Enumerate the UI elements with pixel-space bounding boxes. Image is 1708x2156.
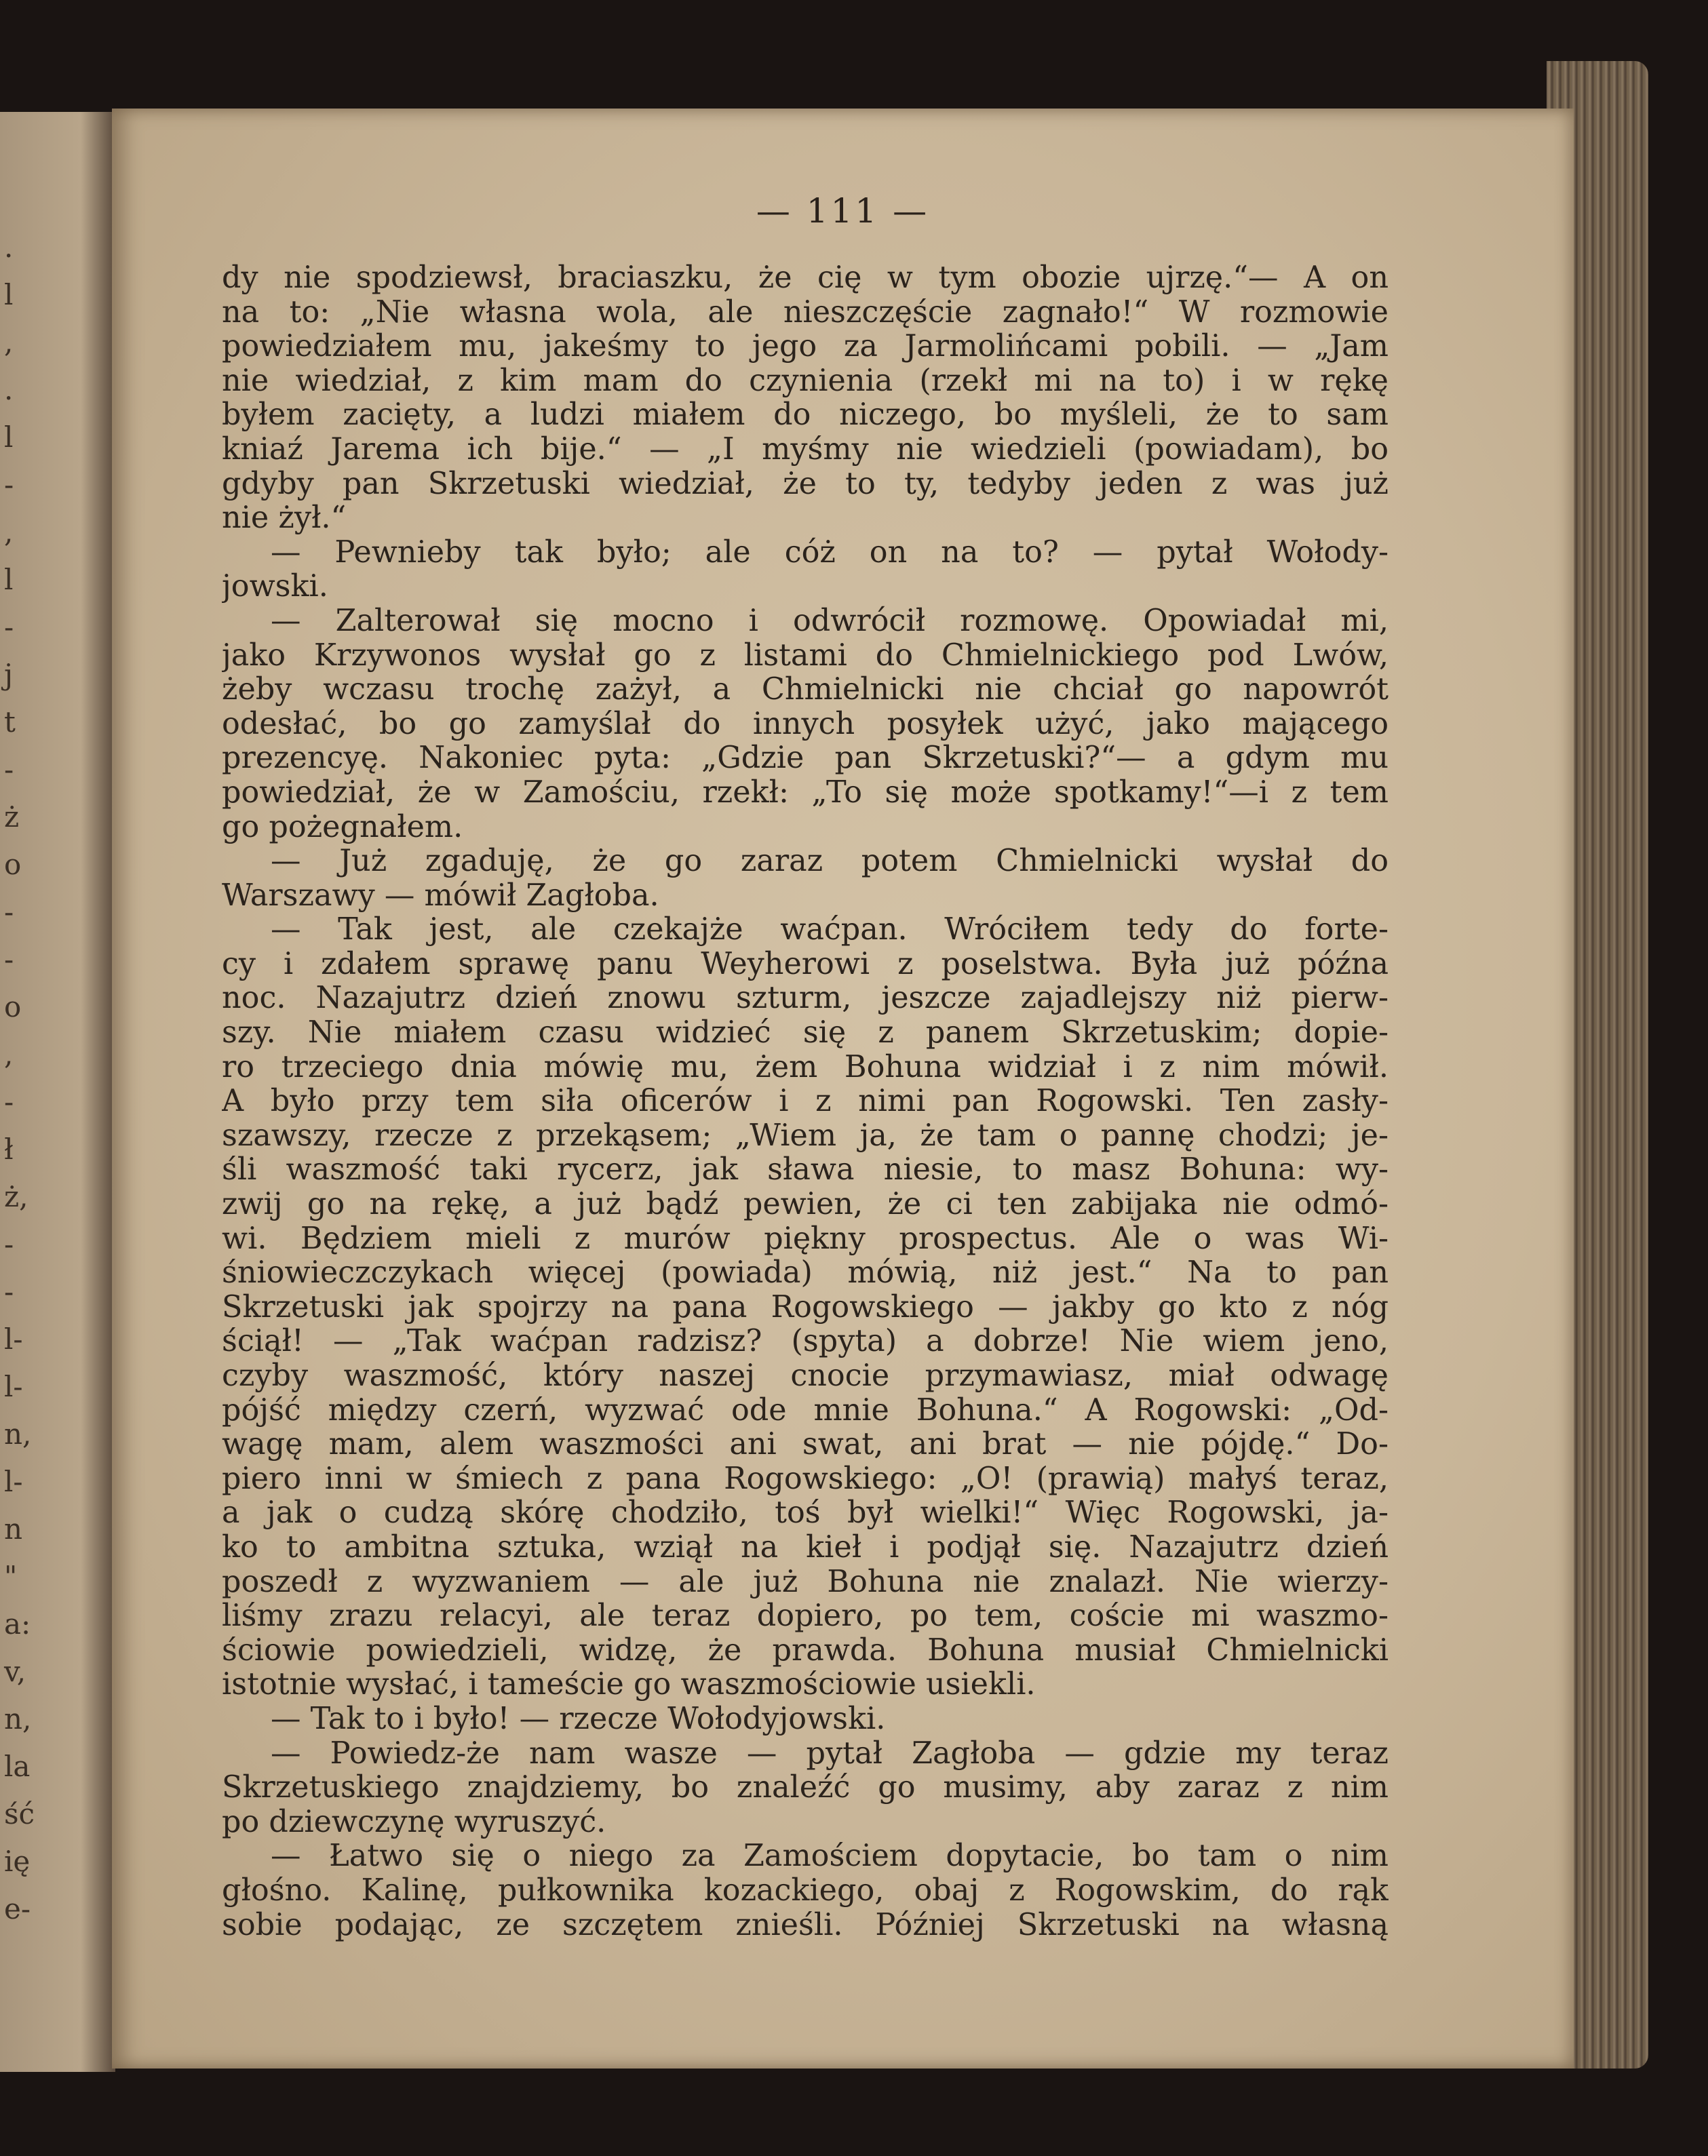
text-line: szy. Nie miałem czasu widzieć się z panem Skrzetuskim; dopie- [222, 1016, 1389, 1051]
prev-page-fragment: - [4, 1228, 14, 1261]
text-line: powiedziałem mu, jakeśmy to jego za Jarmolińcami pobili. — „Jam [222, 330, 1389, 364]
prev-page-fragment: t [4, 705, 16, 739]
text-line: na to: „Nie własna wola, ale nieszczęście zagnało!“ W rozmowie [222, 295, 1389, 330]
prev-page-fragment: ł [4, 1133, 14, 1166]
prev-page-fragment: - [4, 610, 14, 644]
prev-page-fragment: la [4, 1750, 31, 1783]
text-line: liśmy zrazu relacyi, ale teraz dopiero, po tem, coście mi waszmo- [222, 1599, 1389, 1634]
text-line: poszedł z wyzwaniem — ale już Bohuna nie znalazł. Nie wierzy- [222, 1565, 1389, 1599]
prev-page-fragment: - [4, 753, 14, 786]
page-number: — 111 — [756, 191, 930, 231]
text-line: a jak o cudzą skórę chodziło, toś był wielki!“ Więc Rogowski, ja- [222, 1496, 1389, 1531]
text-line: ro trzeciego dnia mówię mu, żem Bohuna widział i z nim mówił. [222, 1050, 1389, 1084]
text-line: — Tak to i było! — rzecze Wołodyjowski. [271, 1702, 886, 1736]
text-line: czyby waszmość, który naszej cnocie przymawiasz, miał odwagę [222, 1359, 1389, 1393]
text-line: zwij go na rękę, a już bądź pewien, że ci ten zabijaka nie odmó- [222, 1188, 1389, 1222]
text-line: A było przy tem siła oficerów i z nimi pan Rogowski. Ten zasły- [222, 1084, 1389, 1119]
prev-page-fragment: - [4, 895, 14, 928]
text-line: byłem zacięty, a ludzi miałem do niczego, bo myśleli, że to sam [222, 398, 1389, 433]
text-line: jowski. [222, 570, 328, 604]
prev-page-fragment: , [4, 1038, 14, 1071]
prev-page-fragment: l [4, 278, 14, 311]
text-line: ko to ambitna sztuka, wziął na kieł i podjął się. Nazajutrz dzień [222, 1530, 1389, 1565]
prev-page-fragment: e- [4, 1892, 31, 1925]
page-text [222, 261, 1389, 1942]
text-line: śniowieczczykach więcej (powiada) mówią, niż jest.“ Na to pan [222, 1256, 1389, 1291]
text-line: go pożegnałem. [222, 810, 463, 844]
text-line: — Pewnieby tak było; ale cóż on na to? — pytał Wołody- [271, 535, 1389, 570]
previous-page-edge [0, 112, 115, 2072]
text-line: dy nie spodziewsł, braciaszku, że cię w tym obozie ujrzę.“— A on [222, 261, 1389, 295]
text-line: gdyby pan Skrzetuski wiedział, że to ty, tedyby jeden z was już [222, 467, 1389, 501]
text-line: sobie podając, ze szczętem znieśli. Później Skrzetuski na własną [222, 1908, 1389, 1942]
text-line: powiedział, że w Zamościu, rzekł: „To się może spotkamy!“—i z tem [222, 775, 1389, 810]
text-line: kniaź Jarema ich bije.“ — „I myśmy nie wiedzieli (powiadam), bo [222, 432, 1389, 467]
text-line: jako Krzywonos wysłał go z listami do Chmielnickiego pod Lwów, [222, 638, 1389, 673]
text-line: — Już zgaduję, że go zaraz potem Chmielnicki wysłał do [271, 844, 1389, 879]
text-line: piero inni w śmiech z pana Rogowskiego: „O! (prawią) małyś teraz, [222, 1462, 1389, 1496]
prev-page-fragment: o [4, 990, 22, 1023]
prev-page-fragment: - [4, 468, 14, 501]
prev-page-fragment: - [4, 1275, 14, 1308]
prev-page-fragment: - [4, 943, 14, 976]
prev-page-fragment: l- [4, 1322, 23, 1356]
prev-page-fragment: o [4, 848, 22, 881]
prev-page-fragment: , [4, 326, 14, 359]
book-page [112, 109, 1574, 2069]
text-line: wi. Będziem mieli z murów piękny prospectus. Ale o was Wi- [222, 1221, 1389, 1256]
prev-page-fragment: ię [4, 1845, 31, 1878]
text-line: pójść między czerń, wyzwać ode mnie Bohuna.“ A Rogowski: „Od- [222, 1393, 1389, 1428]
prev-page-fragment: . [4, 231, 14, 264]
text-line: po dziewczynę wyruszyć. [222, 1805, 606, 1839]
prev-page-fragment: n [4, 1512, 23, 1546]
prev-page-fragment: v, [4, 1655, 26, 1688]
text-line: istotnie wysłać, i tameście go waszmościowie usiekli. [222, 1668, 1036, 1702]
text-line: — Łatwo się o niego za Zamościem dopytacie, bo tam o nim [271, 1839, 1389, 1874]
prev-page-fragment: ść [4, 1797, 35, 1830]
text-line: nie wiedział, z kim mam do czynienia (rzekł mi na to) i w rękę [222, 364, 1389, 398]
prev-page-fragment: , [4, 515, 14, 549]
prev-page-fragment: n, [4, 1702, 32, 1736]
text-line: śli waszmość taki rycerz, jak sława niesie, to masz Bohuna: wy- [222, 1153, 1389, 1188]
text-line: Warszawy — mówił Zagłoba. [222, 878, 659, 913]
text-line: wagę mam, alem waszmości ani swat, ani brat — nie pójdę.“ Do- [222, 1428, 1389, 1462]
text-line: Skrzetuskiego znajdziemy, bo znaleźć go musimy, aby zaraz z nim [222, 1771, 1389, 1805]
text-line: nie żył.“ [222, 501, 347, 536]
prev-page-fragment: . [4, 373, 14, 406]
text-line: ściowie powiedzieli, widzę, że prawda. Bohuna musiał Chmielnicki [222, 1633, 1389, 1668]
prev-page-fragment: ż [4, 800, 20, 834]
prev-page-fragment: l [4, 420, 14, 454]
prev-page-fragment: l- [4, 1370, 23, 1403]
text-line: prezencyę. Nakoniec pyta: „Gdzie pan Skrzetuski?“— a gdym mu [222, 741, 1389, 776]
text-line: odesłać, bo go zamyślał do innych posyłek użyć, jako mającego [222, 707, 1389, 741]
text-line: ściął! — „Tak waćpan radzisz? (spyta) a dobrze! Nie wiem jeno, [222, 1325, 1389, 1359]
prev-page-fragment: l [4, 563, 14, 596]
text-line: noc. Nazajutrz dzień znowu szturm, jeszcze zajadlejszy niż pierw- [222, 981, 1389, 1016]
prev-page-fragment: l- [4, 1465, 23, 1498]
text-line: — Tak jest, ale czekajże waćpan. Wróciłem tedy do forte- [271, 913, 1389, 947]
prev-page-fragment: j [4, 658, 14, 691]
prev-page-fragment: - [4, 1085, 14, 1118]
prev-page-fragment: " [4, 1560, 18, 1593]
text-line: Skrzetuski jak spojrzy na pana Rogowskiego — jakby go kto z nóg [222, 1290, 1389, 1325]
text-line: szawszy, rzecze z przekąsem; „Wiem ja, że tam o pannę chodzi; je- [222, 1118, 1389, 1153]
text-line: — Powiedz-że nam wasze — pytał Zagłoba — gdzie my teraz [271, 1736, 1389, 1771]
text-line: żeby wczasu trochę zażył, a Chmielnicki nie chciał go napowrót [222, 673, 1389, 707]
text-line: — Zalterował się mocno i odwrócił rozmowę. Opowiadał mi, [271, 604, 1389, 638]
text-line: cy i zdałem sprawę panu Weyherowi z poselstwa. Była już późna [222, 947, 1389, 981]
prev-page-fragment: a: [4, 1607, 31, 1641]
prev-page-fragment: n, [4, 1417, 32, 1451]
text-line: głośno. Kalinę, pułkownika kozackiego, obaj z Rogowskim, do rąk [222, 1873, 1389, 1908]
prev-page-fragment: ż, [4, 1180, 28, 1213]
